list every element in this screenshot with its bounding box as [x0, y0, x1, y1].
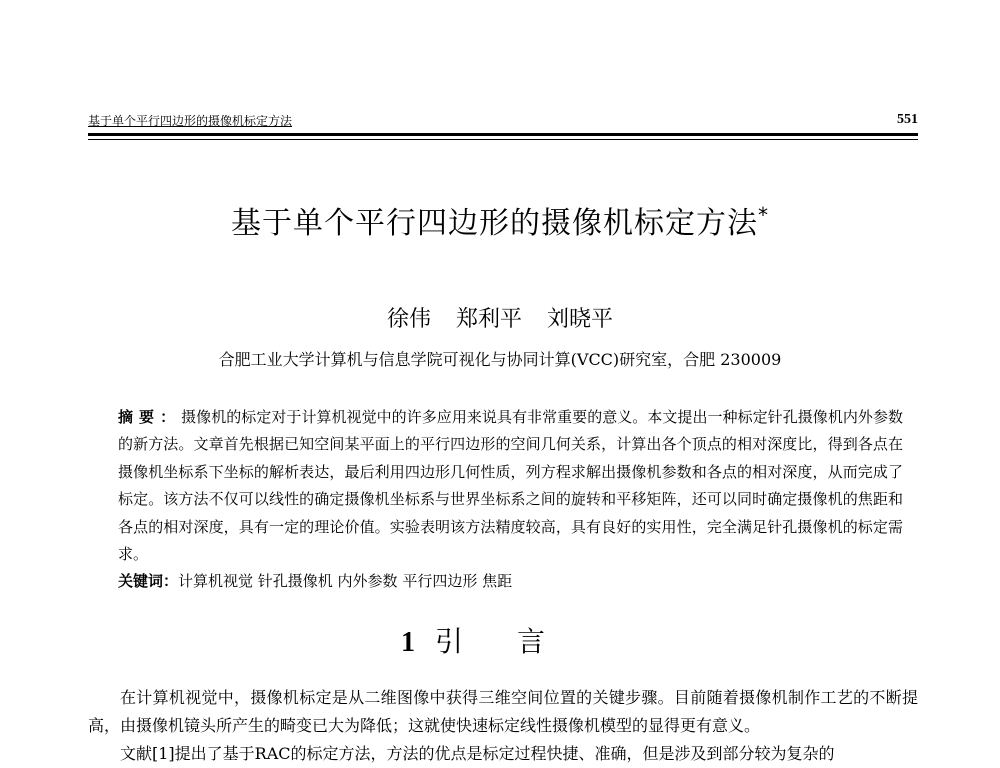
paper-title-text: 基于单个平行四边形的摄像机标定方法 [231, 206, 758, 241]
page-number: 551 [897, 112, 918, 127]
running-head-title: 基于单个平行四边形的摄像机标定方法 [88, 114, 293, 128]
affiliation: 合肥工业大学计算机与信息学院可视化与协同计算(VCC)研究室，合肥 230009 [218, 350, 782, 369]
section-title: 引言 [434, 625, 599, 658]
authors: 徐伟 郑利平 刘晓平 [387, 307, 613, 332]
header-rule-thick [88, 133, 918, 136]
running-head [88, 112, 918, 130]
title-footnote-mark: * [758, 203, 769, 227]
abstract-label: 摘要： [118, 408, 182, 426]
section-number: 1 [400, 627, 415, 658]
abstract-text: 摄像机的标定对于计算机视觉中的许多应用来说具有非常重要的意义。本文提出一种标定针孔摄像机内外参数的新方法。文章首先根据已知空间某平面上的平行四边形的空间几何关系，计算出各个顶点的相对深度比，得到各点在摄像机坐标系下坐标的解析表达，最后利用四边形几何性质，列方程求解出摄像机参数和各点的相对深度，从而完成了标定。该方法不仅可以线性的确定摄像机坐标系与世界坐标系之间的旋转和平移矩阵，还可以同时确定摄像机的焦距和各点的相对深度，具有一定的理论价值。实验表明该方法精度较高，具有良好的实用性，完全满足针孔摄像机的标定需求。 [118, 408, 903, 564]
keywords-text: 计算机视觉 针孔摄像机 内外参数 平行四边形 焦距 [178, 572, 513, 590]
keywords [118, 570, 903, 591]
abstract [118, 404, 903, 568]
body-text [88, 684, 918, 768]
section-heading [0, 620, 1000, 660]
paper-title [0, 198, 1000, 242]
header-rule-thin [88, 139, 918, 140]
body-paragraph: 在计算机视觉中，摄像机标定是从二维图像中获得三维空间位置的关键步骤。目前随着摄像机制作工艺的不断提高，由摄像机镜头所产生的畸变已大为降低；这就使快速标定线性摄像机模型的显得更有意义。 [88, 688, 918, 735]
body-paragraph: 文献[1]提出了基于RAC的标定方法，方法的优点是标定过程快捷、准确，但是涉及到部分较为复杂的 [120, 744, 835, 763]
keywords-label: 关键词： [118, 572, 179, 590]
